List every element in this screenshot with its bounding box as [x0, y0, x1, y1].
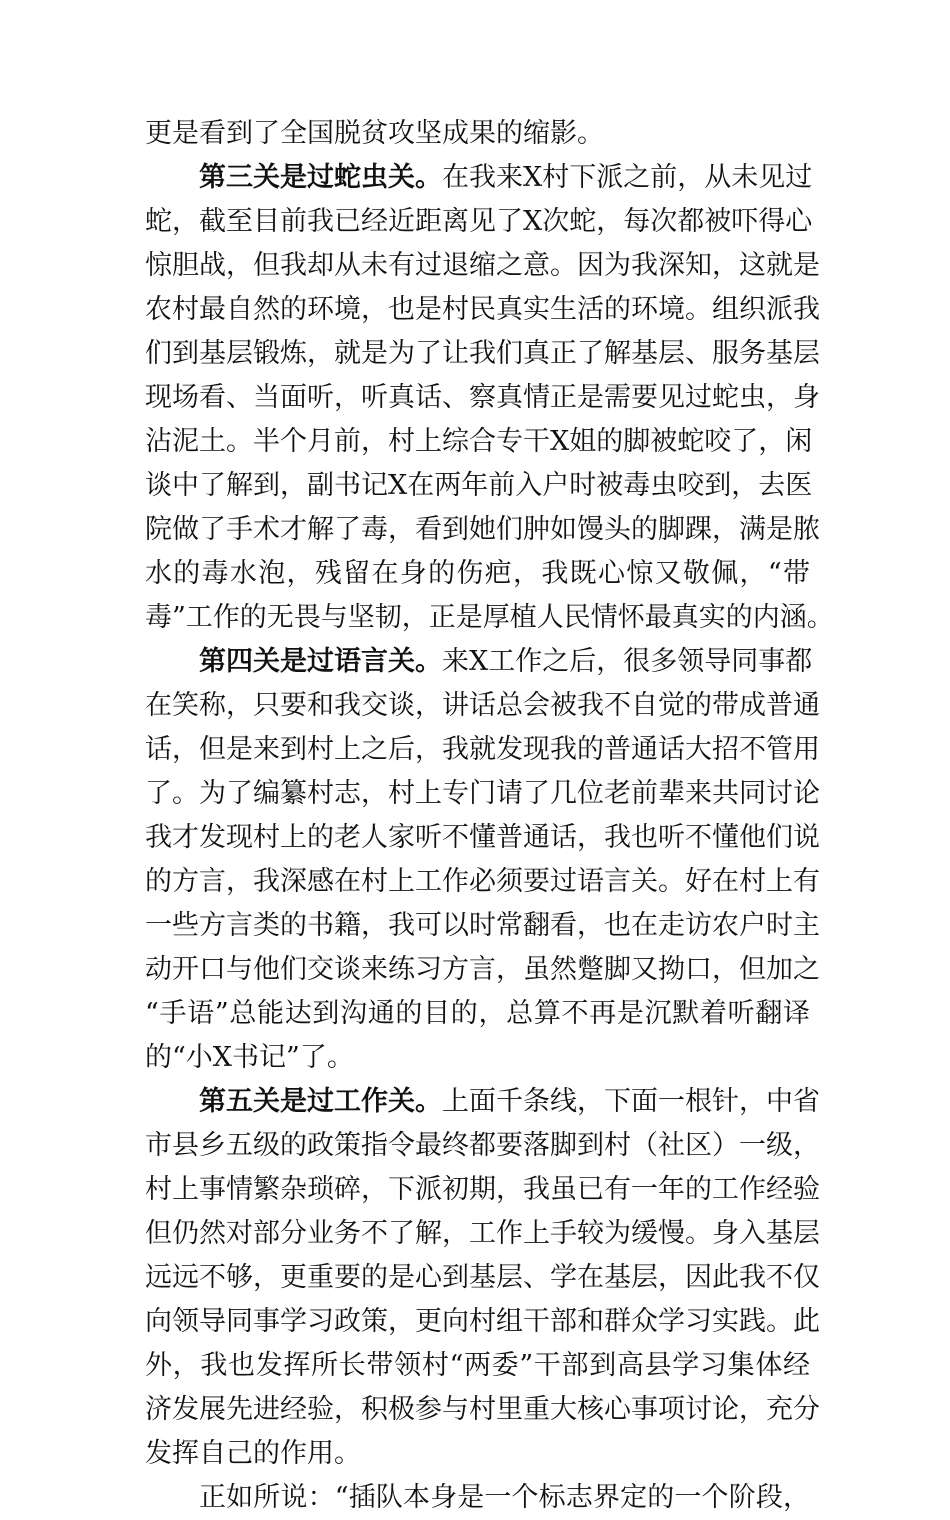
- text-line: 动开口与他们交谈来练习方言，虽然蹩脚又拗口，但加之: [145, 954, 820, 985]
- text-line: 的方言，我深感在村上工作必须要过语言关。好在村上有: [145, 866, 820, 897]
- text-line: 向领导同事学习政策，更向村组干部和群众学习实践。此: [145, 1306, 820, 1337]
- section-heading: 第三关是过蛇虫关。: [199, 162, 442, 193]
- text-line: 济发展先进经验，积极参与村里重大核心事项讨论，充分: [145, 1394, 820, 1425]
- text-line: 正如所说：“插队本身是一个标志界定的一个阶段，: [199, 1482, 810, 1513]
- section-heading: 第五关是过工作关。: [199, 1086, 442, 1117]
- text-line: 们到基层锻炼，就是为了让我们真正了解基层、服务基层: [145, 338, 820, 369]
- paragraph-work: [145, 1080, 820, 1476]
- paragraph-snake-insect: [145, 156, 834, 640]
- text-span: 上面千条线，下面一根针，中省: [442, 1086, 820, 1117]
- text-line: 更是看到了全国脱贫攻坚成果的缩影。: [145, 118, 604, 149]
- text-line: 院做了手术才解了毒，看到她们肿如馒头的脚踝，满是脓: [145, 514, 820, 545]
- text-line: [145, 156, 813, 200]
- text-line: 毒”工作的无畏与坚韧，正是厚植人民情怀最真实的内涵。: [145, 602, 834, 633]
- text-line: 一些方言类的书籍，我可以时常翻看，也在走访农户时主: [145, 910, 820, 941]
- paragraph-language: [145, 640, 820, 1080]
- text-line: 谈中了解到，副书记X在两年前入户时被毒虫咬到，去医: [145, 470, 813, 501]
- text-line: 我才发现村上的老人家听不懂普通话，我也听不懂他们说: [145, 822, 820, 853]
- text-span: 在我来X村下派之前，从未见过: [442, 162, 813, 193]
- text-line: 惊胆战，但我却从未有过退缩之意。因为我深知，这就是: [145, 250, 820, 281]
- text-line: 发挥自己的作用。: [145, 1438, 361, 1469]
- text-line: 了。为了编纂村志，村上专门请了几位老前辈来共同讨论: [145, 778, 820, 809]
- text-line: 外，我也发挥所长带领村“两委”干部到高县学习集体经: [145, 1350, 810, 1381]
- text-line: 蛇，截至目前我已经近距离见了X次蛇，每次都被吓得心: [145, 206, 813, 237]
- paragraph-continuation: [145, 112, 810, 156]
- text-line: 但仍然对部分业务不了解，工作上手较为缓慢。身入基层: [145, 1218, 820, 1249]
- text-line: 沾泥土。半个月前，村上综合专干X姐的脚被蛇咬了，闲: [145, 426, 813, 457]
- text-line: 水的毒水泡，残留在身的伤疤，我既心惊又敬佩，“带: [145, 558, 810, 589]
- document-page: [145, 112, 834, 1520]
- text-line: 农村最自然的环境，也是村民真实生活的环境。组织派我: [145, 294, 820, 325]
- section-heading: 第四关是过语言关。: [199, 646, 442, 677]
- text-line: 在笑称，只要和我交谈，讲话总会被我不自觉的带成普通: [145, 690, 820, 721]
- text-line: 现场看、当面听，听真话、察真情正是需要见过蛇虫，身: [145, 382, 820, 413]
- text-line: 村上事情繁杂琐碎，下派初期，我虽已有一年的工作经验: [145, 1174, 820, 1205]
- text-line: “手语”总能达到沟通的目的，总算不再是沉默着听翻译: [145, 998, 810, 1029]
- paragraph-closing: [145, 1476, 810, 1520]
- text-line: 话，但是来到村上之后，我就发现我的普通话大招不管用: [145, 734, 820, 765]
- text-line: 的“小X书记”了。: [145, 1042, 354, 1073]
- text-line: 远远不够，更重要的是心到基层、学在基层，因此我不仅: [145, 1262, 820, 1293]
- text-line: [145, 1080, 820, 1124]
- text-line: [145, 640, 813, 684]
- text-line: 市县乡五级的政策指令最终都要落脚到村（社区）一级，: [145, 1130, 820, 1161]
- text-span: 来X工作之后，很多领导同事都: [442, 646, 813, 677]
